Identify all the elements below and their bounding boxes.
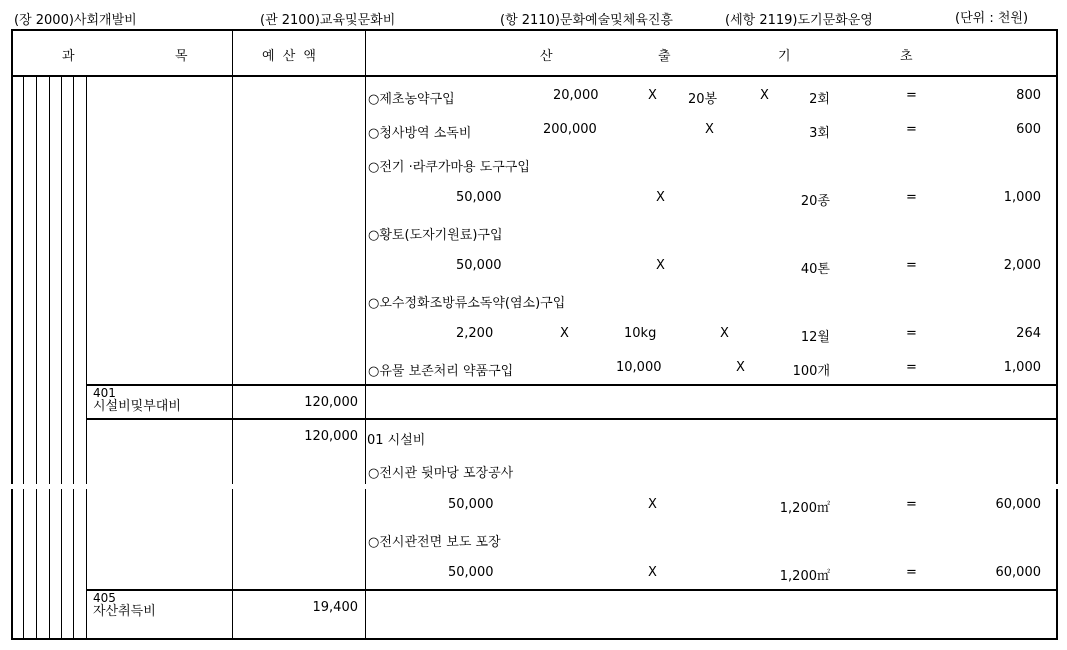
item-price: 2,200 <box>456 326 494 341</box>
item-equals: = <box>906 497 917 512</box>
account-401-name: 시설비및부대비 <box>93 399 181 414</box>
item-qty2: 1,200㎡ <box>779 501 830 516</box>
divider-budget-right <box>365 29 366 640</box>
item-qty2: 2회 <box>809 92 830 107</box>
item-price: 20,000 <box>553 88 599 103</box>
header-gwan: (관 2100)교육및문화비 <box>260 13 396 28</box>
item-equals: = <box>906 258 917 273</box>
item-price: 50,000 <box>456 190 502 205</box>
item-name: ○황토(도자기원료)구입 <box>368 228 503 243</box>
item-name: ○제초농약구입 <box>368 92 455 107</box>
item-times: X <box>648 88 657 103</box>
table-bottom-border <box>11 638 1058 640</box>
item-times: X <box>760 88 769 103</box>
item-total: 2,000 <box>1003 258 1041 273</box>
item-times: X <box>736 360 745 375</box>
col-head-basis-1: 산 <box>540 49 553 64</box>
col-head-basis-3: 기 <box>778 49 791 64</box>
hierarchy-line-3 <box>49 76 50 639</box>
item-name: ○청사방역 소독비 <box>368 126 472 141</box>
col-head-basis-4: 초 <box>900 49 913 64</box>
table-top-border <box>11 29 1058 31</box>
hierarchy-line-6 <box>86 76 87 639</box>
hierarchy-line-5 <box>73 76 74 639</box>
account-405-budget: 19,400 <box>312 600 358 615</box>
account-405-code: 405 <box>93 591 116 605</box>
item-times: X <box>720 326 729 341</box>
account-401-code: 401 <box>93 386 116 400</box>
col-head-gwa: 과 <box>62 49 75 64</box>
item-qty2: 3회 <box>809 126 830 141</box>
item-qty2: 12월 <box>800 330 830 345</box>
header-sehang: (세항 2119)도기문화운영 <box>725 13 873 28</box>
item-total: 60,000 <box>995 565 1041 580</box>
item-qty1: 20봉 <box>688 92 718 107</box>
item-qty2: 40톤 <box>800 262 830 277</box>
item-total: 60,000 <box>995 497 1041 512</box>
item-equals: = <box>906 122 917 137</box>
item-qty1: 10kg <box>624 326 657 341</box>
item-name: ○오수정화조방류소독약(염소)구입 <box>368 296 566 311</box>
header-bottom-border <box>11 75 1058 77</box>
item-qty2: 20종 <box>800 194 830 209</box>
col-head-basis-2: 출 <box>658 49 671 64</box>
item-total: 600 <box>1016 122 1041 137</box>
row-sep-401-bottom <box>86 418 1058 420</box>
item-equals: = <box>906 326 917 341</box>
hierarchy-line-2 <box>36 76 37 639</box>
table-right-border <box>1056 29 1058 640</box>
item-name: ○유물 보존처리 약품구입 <box>368 364 514 379</box>
item-times: X <box>705 122 714 137</box>
item-equals: = <box>906 88 917 103</box>
item-equals: = <box>906 360 917 375</box>
item-equals: = <box>906 565 917 580</box>
header-unit: (단위 : 천원) <box>955 11 1029 26</box>
row-sep-401-top <box>86 384 1058 386</box>
header-hang: (항 2110)문화예술및체육진흥 <box>500 13 673 28</box>
item-name: ○전기 ·라쿠가마용 도구구입 <box>368 160 530 175</box>
item-qty2: 100개 <box>792 364 830 379</box>
row-sep-405-top <box>86 589 1058 591</box>
item-price: 50,000 <box>448 497 494 512</box>
item-equals: = <box>906 190 917 205</box>
item-times: X <box>656 258 665 273</box>
header-jang: (장 2000)사회개발비 <box>14 13 137 28</box>
item-price: 200,000 <box>543 122 597 137</box>
item-times: X <box>648 497 657 512</box>
item-times: X <box>560 326 569 341</box>
item-price: 10,000 <box>616 360 662 375</box>
account-405-name: 자산취득비 <box>93 604 156 619</box>
item-times: X <box>656 190 665 205</box>
item-price: 50,000 <box>448 565 494 580</box>
col-head-mok: 목 <box>175 49 188 64</box>
hierarchy-line-1 <box>23 76 24 639</box>
page-break-gap <box>0 484 1067 489</box>
item-total: 1,000 <box>1003 190 1041 205</box>
item-total: 1,000 <box>1003 360 1041 375</box>
item-total: 800 <box>1016 88 1041 103</box>
account-401-budget: 120,000 <box>304 395 358 410</box>
col-head-budget: 예 산 액 <box>262 49 316 64</box>
table-left-border <box>11 29 13 640</box>
item-name: ○전시관 뒷마당 포장공사 <box>368 466 514 481</box>
item-total: 264 <box>1016 326 1041 341</box>
item-price: 50,000 <box>456 258 502 273</box>
divider-budget-left <box>232 29 233 640</box>
item-name: ○전시관전면 보도 포장 <box>368 535 501 550</box>
item-times: X <box>648 565 657 580</box>
sub-01-label: 01 시설비 <box>367 433 426 448</box>
sub-01-budget: 120,000 <box>304 429 358 444</box>
item-qty2: 1,200㎡ <box>779 569 830 584</box>
hierarchy-line-4 <box>61 76 62 639</box>
